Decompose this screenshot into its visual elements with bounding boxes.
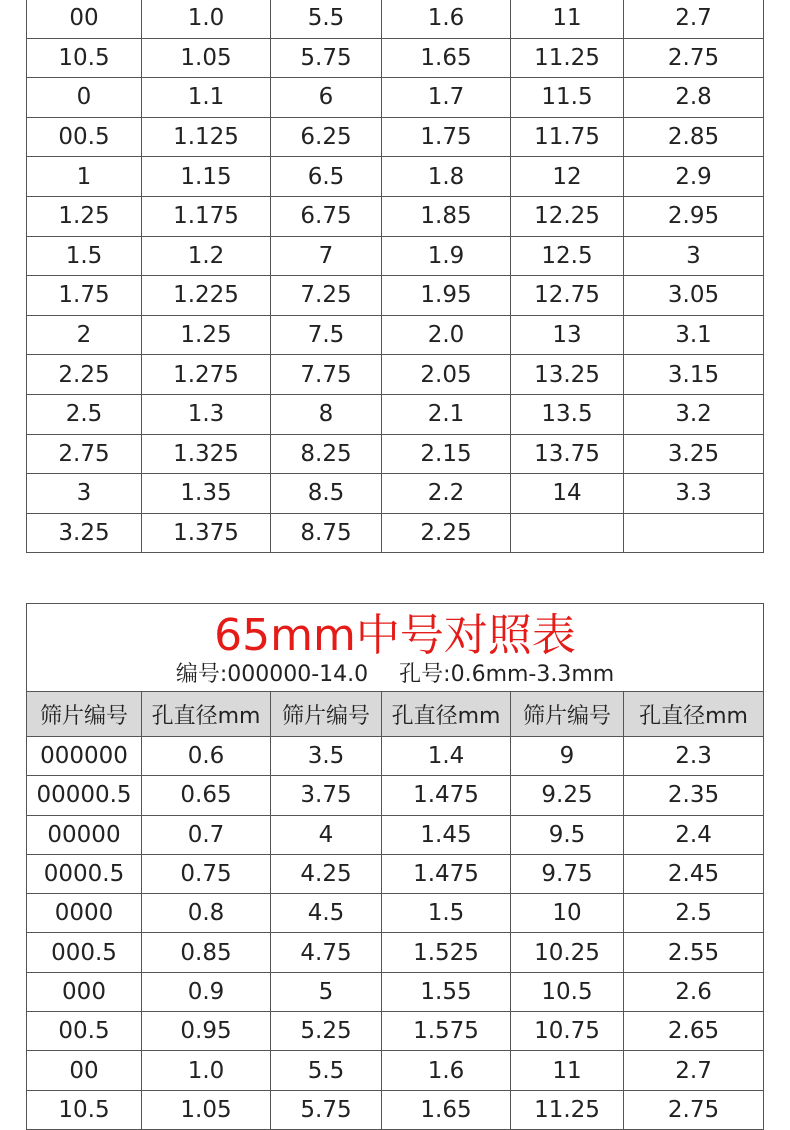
cell-screen-number: 12.75 <box>511 276 624 316</box>
cell-hole-diameter: 1.65 <box>382 38 511 78</box>
cell-hole-diameter: 1.35 <box>142 474 271 514</box>
cell-screen-number: 6.75 <box>271 196 382 236</box>
cell-screen-number: 00.5 <box>27 117 142 157</box>
cell-screen-number: 0 <box>27 78 142 118</box>
cell-screen-number: 6.5 <box>271 157 382 197</box>
cell-hole-diameter: 1.275 <box>142 355 271 395</box>
cell-hole-diameter: 1.475 <box>382 776 511 815</box>
cell-hole-diameter: 1.8 <box>382 157 511 197</box>
table-row <box>27 355 764 395</box>
cell-screen-number: 1.75 <box>27 276 142 316</box>
cell-hole-diameter: 3.1 <box>624 315 764 355</box>
cell-screen-number: 7 <box>271 236 382 276</box>
cell-hole-diameter: 1.6 <box>382 0 511 38</box>
cell-screen-number: 11.75 <box>511 117 624 157</box>
cell-screen-number: 000.5 <box>27 933 142 972</box>
cell-hole-diameter: 1.75 <box>382 117 511 157</box>
table-row <box>27 0 764 38</box>
cell-screen-number: 5.75 <box>271 38 382 78</box>
table-title-cell <box>27 604 764 692</box>
table-row <box>27 513 764 553</box>
cell-screen-number: 000 <box>27 972 142 1011</box>
cell-screen-number: 11.25 <box>511 1090 624 1129</box>
cell-hole-diameter: 3.2 <box>624 394 764 434</box>
cell-hole-diameter: 2.5 <box>624 894 764 933</box>
cell-hole-diameter: 2.0 <box>382 315 511 355</box>
cell-screen-number: 13.5 <box>511 394 624 434</box>
cell-hole-diameter: 0.7 <box>142 815 271 854</box>
cell-hole-diameter: 1.45 <box>382 815 511 854</box>
cell-screen-number: 000000 <box>27 737 142 776</box>
subtitle-number-range: 编号:000000-14.0 <box>175 661 369 687</box>
table-row <box>27 933 764 972</box>
table-row <box>27 854 764 893</box>
cell-hole-diameter: 2.9 <box>624 157 764 197</box>
cell-hole-diameter: 3.05 <box>624 276 764 316</box>
cell-screen-number: 12.5 <box>511 236 624 276</box>
cell-hole-diameter: 2.8 <box>624 78 764 118</box>
cell-hole-diameter: 0.65 <box>142 776 271 815</box>
cell-screen-number: 1 <box>27 157 142 197</box>
cell-hole-diameter: 1.25 <box>142 315 271 355</box>
cell-screen-number: 4.25 <box>271 854 382 893</box>
cell-hole-diameter: 1.575 <box>382 1012 511 1051</box>
cell-hole-diameter: 1.475 <box>382 854 511 893</box>
size-table-65mm <box>26 603 764 1130</box>
cell-hole-diameter: 0.8 <box>142 894 271 933</box>
cell-hole-diameter: 1.3 <box>142 394 271 434</box>
table-row <box>27 117 764 157</box>
cell-hole-diameter: 1.0 <box>142 1051 271 1090</box>
cell-screen-number: 5 <box>271 972 382 1011</box>
cell-screen-number: 0000 <box>27 894 142 933</box>
cell-hole-diameter: 2.2 <box>382 474 511 514</box>
table-row <box>27 38 764 78</box>
cell-hole-diameter: 2.15 <box>382 434 511 474</box>
cell-screen-number: 3.25 <box>27 513 142 553</box>
cell-hole-diameter: 2.05 <box>382 355 511 395</box>
cell-screen-number: 13.75 <box>511 434 624 474</box>
table-row <box>27 157 764 197</box>
cell-screen-number: 14 <box>511 474 624 514</box>
cell-screen-number: 13.25 <box>511 355 624 395</box>
cell-screen-number: 6 <box>271 78 382 118</box>
cell-hole-diameter: 3.3 <box>624 474 764 514</box>
cell-hole-diameter: 2.45 <box>624 854 764 893</box>
cell-screen-number: 7.5 <box>271 315 382 355</box>
cell-screen-number: 12 <box>511 157 624 197</box>
cell-screen-number: 10.25 <box>511 933 624 972</box>
cell-hole-diameter: 1.85 <box>382 196 511 236</box>
cell-hole-diameter: 1.0 <box>142 0 271 38</box>
cell-hole-diameter: 0.6 <box>142 737 271 776</box>
cell-hole-diameter: 1.5 <box>382 894 511 933</box>
header-hole-diameter: 孔直径mm <box>624 692 764 737</box>
cell-hole-diameter: 2.4 <box>624 815 764 854</box>
cell-screen-number: 2 <box>27 315 142 355</box>
table-subtitle <box>27 661 763 689</box>
cell-screen-number: 11.5 <box>511 78 624 118</box>
cell-screen-number: 9.5 <box>511 815 624 854</box>
cell-hole-diameter: 2.35 <box>624 776 764 815</box>
header-screen-number: 筛片编号 <box>27 692 142 737</box>
cell-screen-number: 2.25 <box>27 355 142 395</box>
cell-screen-number: 8 <box>271 394 382 434</box>
cell-hole-diameter: 2.1 <box>382 394 511 434</box>
header-screen-number: 筛片编号 <box>271 692 382 737</box>
cell-screen-number: 8.75 <box>271 513 382 553</box>
cell-screen-number: 00.5 <box>27 1012 142 1051</box>
table-row <box>27 434 764 474</box>
cell-hole-diameter: 3 <box>624 236 764 276</box>
cell-hole-diameter: 2.55 <box>624 933 764 972</box>
cell-screen-number: 00000 <box>27 815 142 854</box>
cell-screen-number: 10.5 <box>27 1090 142 1129</box>
cell-screen-number: 3.5 <box>271 737 382 776</box>
cell-hole-diameter: 2.85 <box>624 117 764 157</box>
table-row <box>27 894 764 933</box>
cell-screen-number: 5.5 <box>271 1051 382 1090</box>
cell-screen-number: 9.25 <box>511 776 624 815</box>
cell-screen-number: 2.5 <box>27 394 142 434</box>
subtitle-hole-range: 孔号:0.6mm-3.3mm <box>399 661 615 687</box>
table-row <box>27 972 764 1011</box>
header-screen-number: 筛片编号 <box>511 692 624 737</box>
cell-screen-number: 10.5 <box>27 38 142 78</box>
cell-hole-diameter: 0.9 <box>142 972 271 1011</box>
cell-screen-number: 2.75 <box>27 434 142 474</box>
cell-screen-number: 11.25 <box>511 38 624 78</box>
cell-screen-number: 8.25 <box>271 434 382 474</box>
cell-screen-number: 9.75 <box>511 854 624 893</box>
table-row <box>27 276 764 316</box>
table-row <box>27 394 764 434</box>
cell-screen-number: 4 <box>271 815 382 854</box>
cell-hole-diameter: 1.05 <box>142 1090 271 1129</box>
cell-hole-diameter: 1.1 <box>142 78 271 118</box>
cell-hole-diameter: 2.75 <box>624 1090 764 1129</box>
table-row <box>27 315 764 355</box>
table-row <box>27 737 764 776</box>
cell-screen-number: 3.75 <box>271 776 382 815</box>
cell-hole-diameter: 1.9 <box>382 236 511 276</box>
cell-screen-number: 7.25 <box>271 276 382 316</box>
cell-hole-diameter: 0.85 <box>142 933 271 972</box>
cell-hole-diameter: 1.375 <box>142 513 271 553</box>
cell-hole-diameter: 2.7 <box>624 1051 764 1090</box>
cell-hole-diameter: 1.65 <box>382 1090 511 1129</box>
cell-hole-diameter: 2.7 <box>624 0 764 38</box>
cell-screen-number: 12.25 <box>511 196 624 236</box>
cell-screen-number: 9 <box>511 737 624 776</box>
cell-screen-number: 4.5 <box>271 894 382 933</box>
cell-hole-diameter: 2.6 <box>624 972 764 1011</box>
table-row <box>27 474 764 514</box>
cell-hole-diameter: 2.3 <box>624 737 764 776</box>
cell-screen-number: 4.75 <box>271 933 382 972</box>
cell-hole-diameter: 1.175 <box>142 196 271 236</box>
cell-screen-number: 11 <box>511 1051 624 1090</box>
cell-hole-diameter: 3.25 <box>624 434 764 474</box>
cell-screen-number: 8.5 <box>271 474 382 514</box>
size-table-continued <box>26 0 764 553</box>
cell-hole-diameter: 1.95 <box>382 276 511 316</box>
cell-screen-number: 1.5 <box>27 236 142 276</box>
cell-screen-number: 00 <box>27 0 142 38</box>
cell-hole-diameter: 1.7 <box>382 78 511 118</box>
cell-hole-diameter: 1.2 <box>142 236 271 276</box>
cell-hole-diameter: 1.325 <box>142 434 271 474</box>
cell-screen-number: 5.25 <box>271 1012 382 1051</box>
table-row <box>27 1012 764 1051</box>
header-row <box>27 692 764 737</box>
header-hole-diameter: 孔直径mm <box>382 692 511 737</box>
cell-screen-number: 10 <box>511 894 624 933</box>
table-row <box>27 196 764 236</box>
cell-hole-diameter: 3.15 <box>624 355 764 395</box>
table-row <box>27 236 764 276</box>
cell-hole-diameter: 2.25 <box>382 513 511 553</box>
table-title: 65mm中号对照表 <box>214 609 576 661</box>
header-hole-diameter: 孔直径mm <box>142 692 271 737</box>
cell-hole-diameter: 2.65 <box>624 1012 764 1051</box>
cell-hole-diameter: 1.15 <box>142 157 271 197</box>
cell-screen-number: 1.25 <box>27 196 142 236</box>
cell-screen-number: 3 <box>27 474 142 514</box>
cell-screen-number: 10.5 <box>511 972 624 1011</box>
cell-hole-diameter: 1.125 <box>142 117 271 157</box>
cell-hole-diameter: 1.225 <box>142 276 271 316</box>
cell-hole-diameter: 1.05 <box>142 38 271 78</box>
cell-screen-number: 0000.5 <box>27 854 142 893</box>
cell-screen-number: 5.5 <box>271 0 382 38</box>
cell-screen-number: 7.75 <box>271 355 382 395</box>
table-row <box>27 815 764 854</box>
cell-screen-number <box>511 513 624 553</box>
cell-hole-diameter <box>624 513 764 553</box>
cell-hole-diameter: 0.75 <box>142 854 271 893</box>
cell-screen-number: 11 <box>511 0 624 38</box>
table-row <box>27 776 764 815</box>
table-row <box>27 1090 764 1129</box>
cell-screen-number: 00 <box>27 1051 142 1090</box>
cell-hole-diameter: 2.95 <box>624 196 764 236</box>
cell-screen-number: 13 <box>511 315 624 355</box>
cell-hole-diameter: 0.95 <box>142 1012 271 1051</box>
cell-screen-number: 6.25 <box>271 117 382 157</box>
cell-hole-diameter: 2.75 <box>624 38 764 78</box>
cell-hole-diameter: 1.525 <box>382 933 511 972</box>
table-row <box>27 78 764 118</box>
cell-hole-diameter: 1.6 <box>382 1051 511 1090</box>
cell-hole-diameter: 1.4 <box>382 737 511 776</box>
cell-screen-number: 5.75 <box>271 1090 382 1129</box>
cell-screen-number: 00000.5 <box>27 776 142 815</box>
cell-hole-diameter: 1.55 <box>382 972 511 1011</box>
table-row <box>27 1051 764 1090</box>
cell-screen-number: 10.75 <box>511 1012 624 1051</box>
